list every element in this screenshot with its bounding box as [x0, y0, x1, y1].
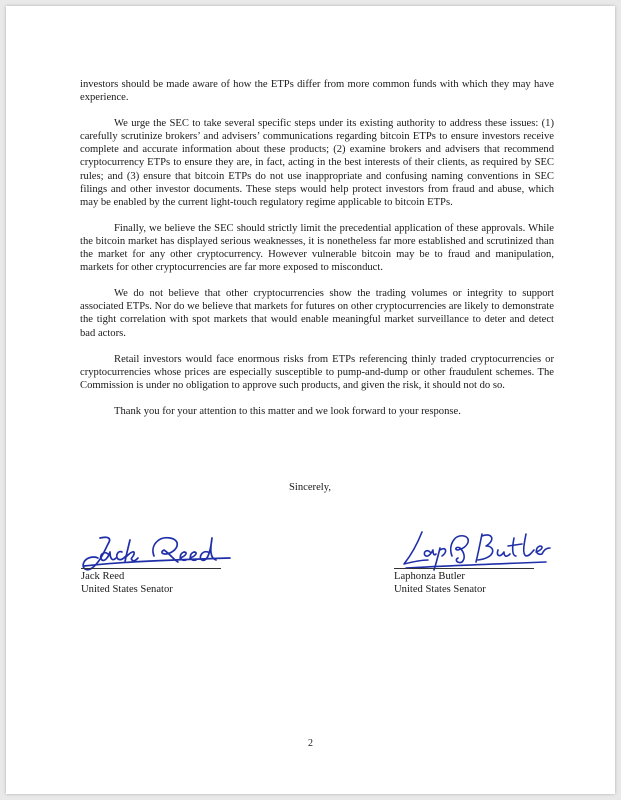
paragraph-other-cryptocurrencies: We do not believe that other cryptocurrencies show the trading volumes or integrity to support associated ETPs. Nor do we believe that markets for futures on other cryptocurrencies are likely to demonstrate the tight correlation with spot markets that would enable meaningful market surveillance to deter and detect bad actors. — [80, 288, 554, 339]
letter-page — [6, 6, 615, 794]
paragraph-retail-risk: Retail investors would face enormous risks from ETPs referencing thinly traded cryptocurrencies or cryptocurrencies whose prices are especially susceptible to pump-and-dump or other fraudulent schemes. The Commission is under no obligation to approve such products, and given the risk, it should not do so. — [80, 353, 554, 391]
signatory-title: United States Senator — [81, 584, 173, 596]
closing-salutation: Sincerely, — [289, 482, 331, 493]
paragraph-continuation: investors should be made aware of how the ETPs differ from more common funds with which they may have experience. — [80, 79, 554, 104]
paragraph-thanks: Thank you for your attention to this matter and we look forward to your response. — [114, 405, 461, 417]
signatory-name: Laphonza Butler — [394, 571, 465, 582]
signature-line — [394, 568, 534, 569]
signatory-laphonza-butler — [394, 568, 534, 596]
paragraph-sec-steps: We urge the SEC to take several specific steps under its existing authority to address these issues: (1) carefully scrutinize brokers’ and advisers’ communications regarding bitcoin ETPs to ensure investors receive complete and accurate information about these products; (2) examine brokers and advisers that recommend cryptocurrency ETPs to ensure they are, in fact, acting in the best interests of their clients, as required by SEC rules; and (3) ensure that bitcoin ETPs do not use inappropriate and confusing naming conventions in SEC filings and other investor documents. These steps would help protect investors from fraud and abuse, which may be enabled by the current light-touch regulatory regime applicable to bitcoin ETPs. — [80, 118, 554, 208]
signatory-jack-reed — [81, 568, 221, 596]
signature-laphonza-butler — [392, 526, 552, 574]
letter-body — [80, 78, 554, 431]
signature-line — [81, 568, 221, 569]
page-number: 2 — [308, 738, 313, 749]
signatory-title: United States Senator — [394, 584, 486, 596]
signatory-name: Jack Reed — [81, 571, 125, 582]
paragraph-precedent: Finally, we believe the SEC should strictly limit the precedential application of these approvals. While the bitcoin market has displayed serious weaknesses, it is nonetheless far more established and scrutinized than the market for any other cryptocurrency. However vulnerable bitcoin may be to fraud and manipulation, markets for other cryptocurrencies are far more exposed to misconduct. — [80, 222, 554, 274]
